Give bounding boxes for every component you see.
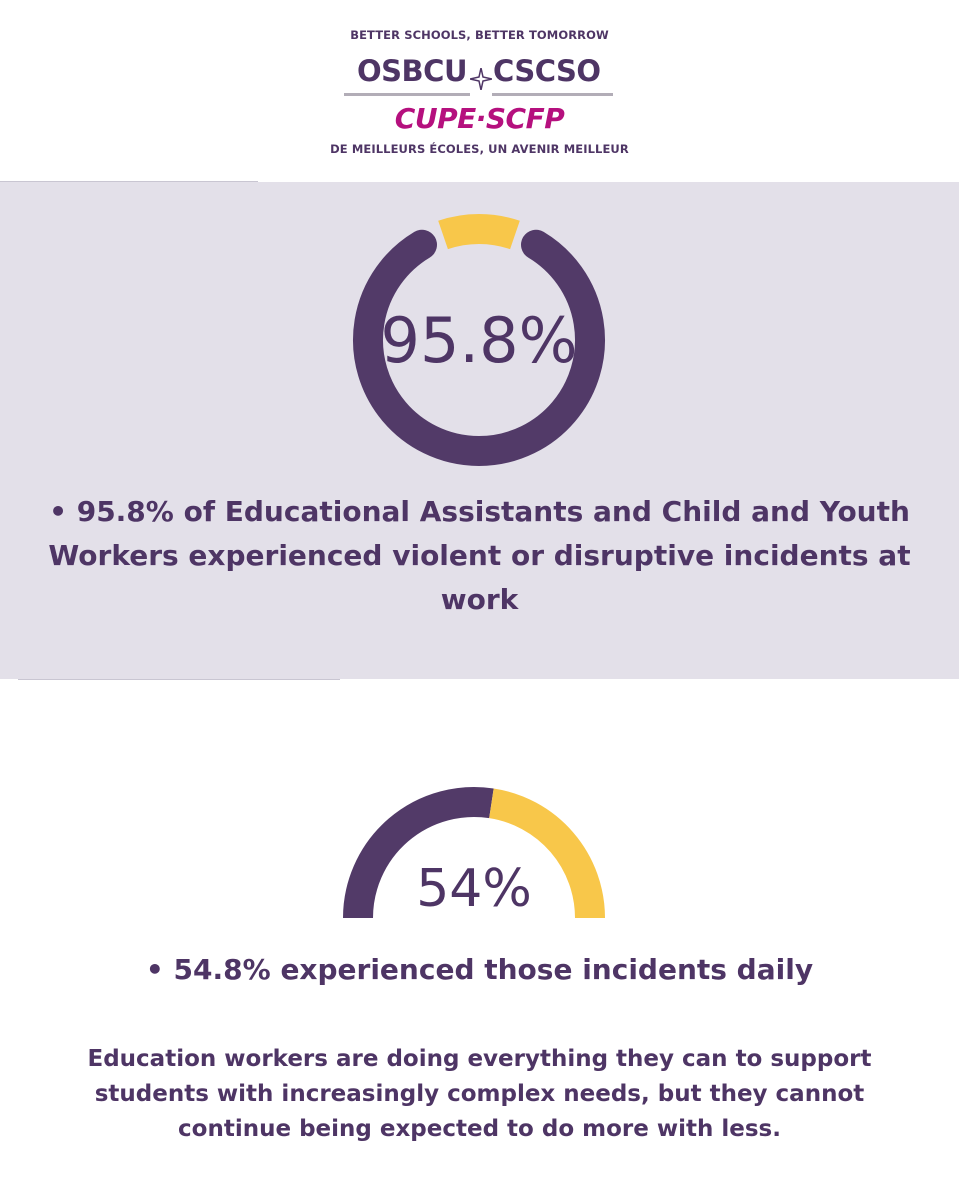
closing-statement: Education workers are doing everything they can to support students with increasingly complex needs, but they cannot continue being expected to do more with less. [87,1046,872,1142]
stat-daily-incidents: • 54.8% experienced those incidents daily [145,953,814,986]
logo-brand-osbcu: OSBCU [357,54,467,88]
donut-segment-remainder [443,229,515,235]
stat-violent-incidents: • 95.8% of Educational Assistants and Child and Youth Workers experienced violent or disruptive incidents at work [48,495,911,616]
logo-cupe-scfp: CUPE·SCFP [394,102,565,135]
logo-tagline-en: BETTER SCHOOLS, BETTER TOMORROW [350,28,609,42]
donut-center-label: 95.8% [380,304,578,377]
logo-brand-cscso: CSCSO [493,54,601,88]
half-donut-center-label: 54% [416,859,532,919]
logo-tagline-fr: DE MEILLEURS ÉCOLES, UN AVENIR MEILLEUR [330,142,629,156]
